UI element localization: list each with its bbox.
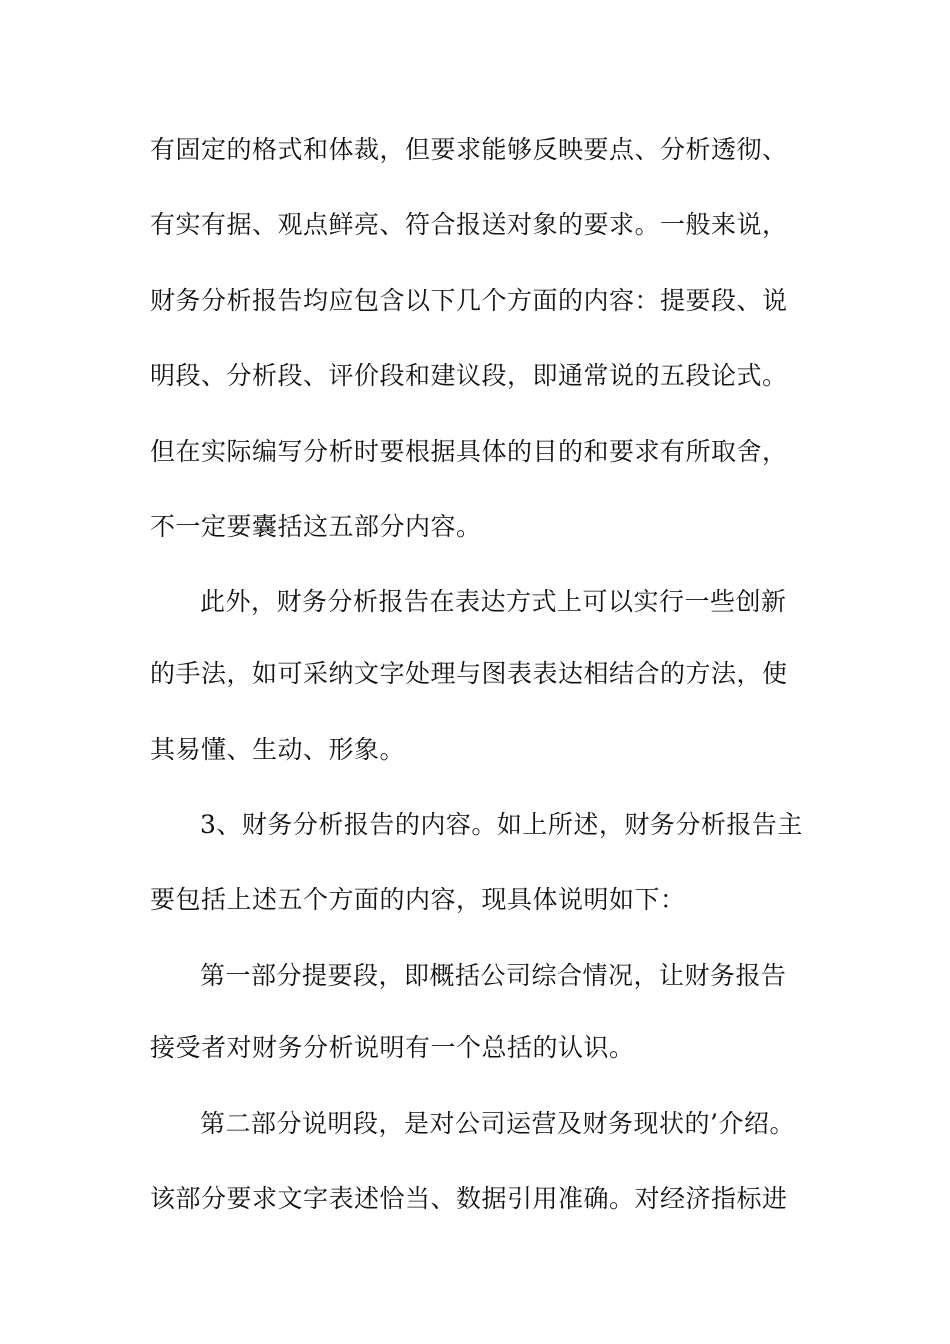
text-line: 该部分要求文字表述恰当、数据引用准确。对经济指标进 [150,1184,788,1213]
text-line: 的手法，如可采纳文字处理与图表表达相结合的方法，使 [150,659,788,688]
text-line: 第二部分说明段，是对公司运营及财务现状的’介绍。 [200,1109,795,1138]
text-line: 有固定的格式和体裁，但要求能够反映要点、分析透彻、 [150,135,788,164]
text-line: 有实有据、观点鲜亮、符合报送对象的要求。一般来说， [150,210,788,239]
text-line: 此外，财务分析报告在表达方式上可以实行一些创新 [200,587,787,616]
text-line: 接受者对财务分析说明有一个总括的认识。 [150,1033,635,1062]
text-line: 财务分析报告均应包含以下几个方面的内容：提要段、说 [150,286,788,315]
text-line: 第一部分提要段，即概括公司综合情况，让财务报告 [200,961,787,990]
text-line: 3、财务分析报告的内容。如上所述，财务分析报告主 [200,810,803,839]
text-line: 要包括上述五个方面的内容，现具体说明如下： [150,885,686,914]
text-line: 明段、分析段、评价段和建议段，即通常说的五段论式。 [150,361,788,390]
text-line: 但在实际编写分析时要根据具体的目的和要求有所取舍， [150,437,788,466]
text-line: 其易懂、生动、形象。 [150,735,406,764]
text-line: 不一定要囊括这五部分内容。 [150,512,482,541]
